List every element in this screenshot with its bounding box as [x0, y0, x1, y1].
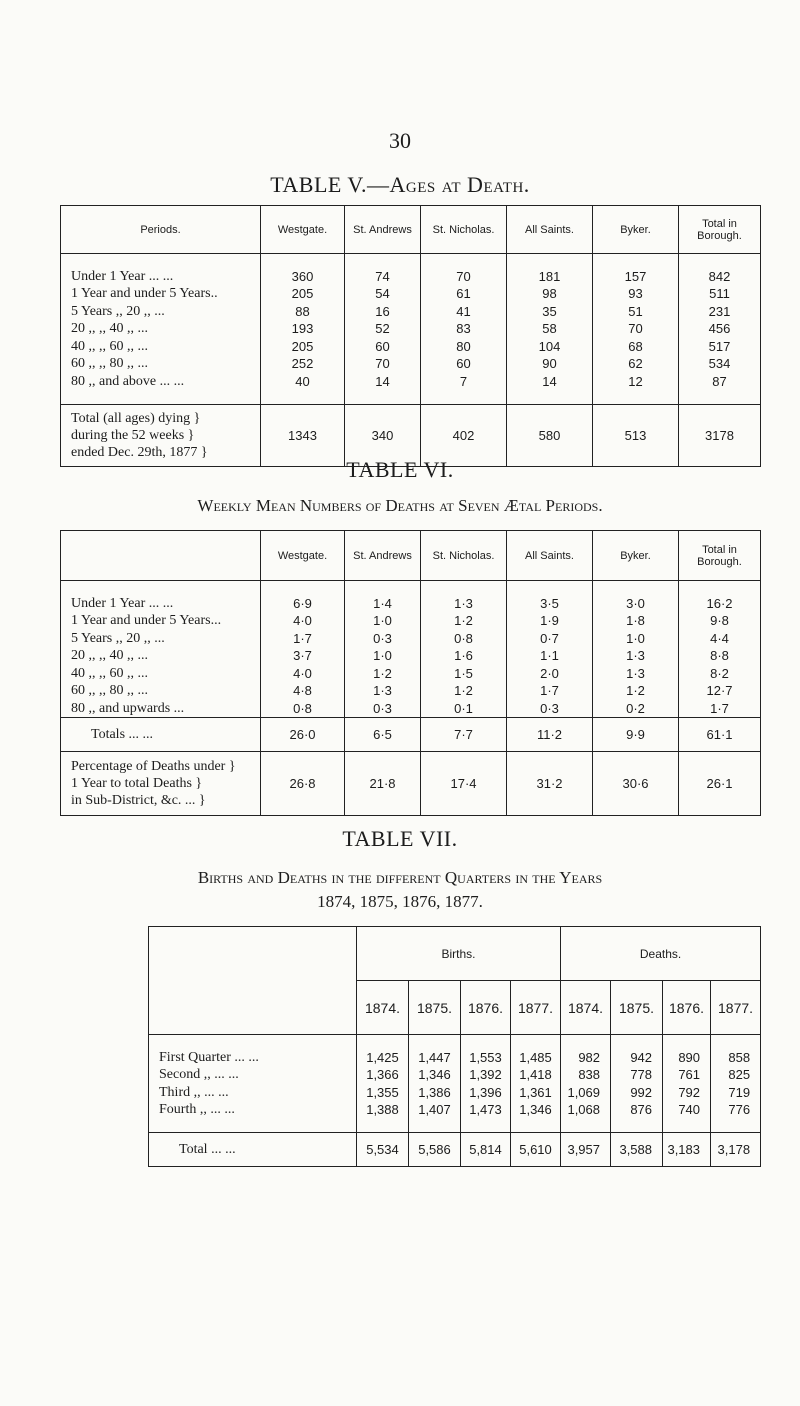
table5-row-label: 60 ,, ,, 80 ,, ... [61, 355, 261, 373]
table5-total-label-line: ended Dec. 29th, 1877 } [71, 444, 208, 460]
table6-col-header: St. Andrews [345, 531, 421, 581]
table6-row-label: 20 ,, ,, 40 ,, ... [61, 647, 261, 665]
table7-total-row [149, 1133, 761, 1167]
table6-cell: 0·3 [345, 630, 421, 648]
table7-cell: 838 [561, 1066, 611, 1084]
table6-pct-cell: 17·4 [421, 752, 507, 816]
table6-data-row [61, 647, 761, 665]
table5-col-header: Byker. [593, 206, 679, 254]
table5-cell: 80 [421, 338, 507, 356]
table7-row-label: Fourth ,, ... ... [149, 1101, 357, 1119]
table5-cell: 205 [261, 338, 345, 356]
table5-cell: 52 [345, 320, 421, 338]
table5-cell: 7 [421, 373, 507, 391]
table6-pct-cell: 31·2 [507, 752, 593, 816]
table6-cell: 3·7 [261, 647, 345, 665]
table7-year-header: 1874. [561, 981, 611, 1035]
table6-row-label: 1 Year and under 5 Years... [61, 612, 261, 630]
table7-cell: 1,366 [357, 1066, 409, 1084]
table7-cell: 776 [711, 1101, 761, 1119]
table6-col-header: Byker. [593, 531, 679, 581]
table5-cell: 35 [507, 303, 593, 321]
table6-cell: 3·0 [593, 595, 679, 613]
table5-cell: 93 [593, 285, 679, 303]
table5-data-row [61, 285, 761, 303]
table7-cell: 876 [611, 1101, 663, 1119]
table6-pct-row [61, 752, 761, 816]
table7-cell: 1,392 [461, 1066, 511, 1084]
table6-pct-label-line: Percentage of Deaths under } [71, 759, 236, 774]
table6-pct-label-line: 1 Year to total Deaths } [71, 776, 203, 791]
table7-cell: 982 [561, 1049, 611, 1067]
table6-cell: 0·1 [421, 700, 507, 718]
table6-cell: 1·7 [261, 630, 345, 648]
table5-cell: 88 [261, 303, 345, 321]
table5-cell: 90 [507, 355, 593, 373]
table6-cell: 1·7 [679, 700, 761, 718]
table7-data-row [149, 1066, 761, 1084]
table7-cell: 1,485 [511, 1049, 561, 1067]
table5-cell: 104 [507, 338, 593, 356]
table7-year-header: 1877. [711, 981, 761, 1035]
table6-cell: 8·2 [679, 665, 761, 683]
table7-cell: 1,396 [461, 1084, 511, 1102]
table6-cell: 16·2 [679, 595, 761, 613]
table7-total-cell: 3,183 [663, 1133, 711, 1167]
table5-data-row [61, 338, 761, 356]
table7-year-header: 1875. [409, 981, 461, 1035]
table5-total-cell: 402 [421, 404, 507, 466]
table6-pct-cell: 26·8 [261, 752, 345, 816]
table5-cell: 12 [593, 373, 679, 391]
table6-cell: 1·2 [345, 665, 421, 683]
table5-cell: 14 [507, 373, 593, 391]
table7-row-label: First Quarter ... ... [149, 1049, 357, 1067]
table7-cell: 1,361 [511, 1084, 561, 1102]
table7-total-cell: 3,957 [561, 1133, 611, 1167]
table6-cell: 0·7 [507, 630, 593, 648]
table5-cell: 252 [261, 355, 345, 373]
table6-data-row [61, 630, 761, 648]
table5-cell: 40 [261, 373, 345, 391]
table6-cell: 1·3 [345, 682, 421, 700]
table5-row-label: Under 1 Year ... ... [61, 268, 261, 286]
table6-totals-cell: 11·2 [507, 718, 593, 752]
table6-row-label: 40 ,, ,, 60 ,, ... [61, 665, 261, 683]
table7-data-row [149, 1084, 761, 1102]
table6-subtitle: Weekly Mean Numbers of Deaths at Seven Ætal Periods. [197, 496, 603, 515]
table5-cell: 62 [593, 355, 679, 373]
table6-cell: 1·3 [593, 647, 679, 665]
table5-cell: 58 [507, 320, 593, 338]
table5-total-cell: 1343 [261, 404, 345, 466]
table6-cell: 1·4 [345, 595, 421, 613]
table5-cell: 41 [421, 303, 507, 321]
table6-cell: 4·0 [261, 612, 345, 630]
table5-cell: 70 [593, 320, 679, 338]
table5-row-label: 1 Year and under 5 Years.. [61, 285, 261, 303]
table6-cell: 1·0 [345, 612, 421, 630]
table6-col-header: St. Nicholas. [421, 531, 507, 581]
table6-cell: 6·9 [261, 595, 345, 613]
table6-row-label: 60 ,, ,, 80 ,, ... [61, 682, 261, 700]
table5-cell: 98 [507, 285, 593, 303]
table6-cell: 1·3 [421, 595, 507, 613]
table5-cell: 14 [345, 373, 421, 391]
table6-totals-row [61, 718, 761, 752]
table7-title: TABLE VII. [342, 826, 458, 851]
table5-cell: 70 [421, 268, 507, 286]
table6-pct-label-line: in Sub-District, &c. ... } [71, 793, 206, 808]
table5-cell: 70 [345, 355, 421, 373]
table5-total-label-line: during the 52 weeks } [71, 427, 195, 443]
table6-cell: 0·8 [421, 630, 507, 648]
table5-title-rest: Ages at Death. [389, 172, 530, 197]
table6-cell: 1·0 [593, 630, 679, 648]
table6-cell: 2·0 [507, 665, 593, 683]
table7-year-header: 1877. [511, 981, 561, 1035]
table5-cell: 83 [421, 320, 507, 338]
table7-subtitle-line2: 1874, 1875, 1876, 1877. [317, 892, 483, 911]
table6-totals-cell: 6·5 [345, 718, 421, 752]
table5-cell: 60 [345, 338, 421, 356]
table5-col-header: Periods. [61, 206, 261, 254]
table6-cell: 1·3 [593, 665, 679, 683]
table5-total-cell: 580 [507, 404, 593, 466]
table5-cell: 74 [345, 268, 421, 286]
table7-row-label: Third ,, ... ... [149, 1084, 357, 1102]
table5-cell: 511 [679, 285, 761, 303]
table5-cell: 456 [679, 320, 761, 338]
table6-cell: 1·0 [345, 647, 421, 665]
table5-data-row [61, 373, 761, 391]
table6-row-label: Under 1 Year ... ... [61, 595, 261, 613]
table7-cell: 740 [663, 1101, 711, 1119]
table7-cell: 1,425 [357, 1049, 409, 1067]
table5-data-row [61, 320, 761, 338]
table6-cell: 1·1 [507, 647, 593, 665]
table5-data-row [61, 303, 761, 321]
table7-cell: 1,388 [357, 1101, 409, 1119]
table6-row-label: 5 Years ,, 20 ,, ... [61, 630, 261, 648]
table6-title: TABLE VI. [346, 457, 454, 482]
table7-data-row [149, 1049, 761, 1067]
table7-total-cell: 5,814 [461, 1133, 511, 1167]
table6-cell: 0·2 [593, 700, 679, 718]
table7-total-cell: 5,534 [357, 1133, 409, 1167]
table7-cell: 1,418 [511, 1066, 561, 1084]
table6-cell: 1·7 [507, 682, 593, 700]
table6-cell: 1·2 [421, 612, 507, 630]
table5-col-header: All Saints. [507, 206, 593, 254]
table7-cell: 719 [711, 1084, 761, 1102]
table5-row-label: 5 Years ,, 20 ,, ... [61, 303, 261, 321]
table5-cell: 51 [593, 303, 679, 321]
table5-cell: 54 [345, 285, 421, 303]
table6-data-row [61, 682, 761, 700]
table5-total-label-line: Total (all ages) dying } [71, 410, 201, 426]
table7-cell: 761 [663, 1066, 711, 1084]
table6-col-header [61, 531, 261, 581]
table7-subtitle-line1: Births and Deaths in the different Quarters in the Years [197, 868, 603, 887]
table7-cell: 1,473 [461, 1101, 511, 1119]
table6-cell: 0·8 [261, 700, 345, 718]
table5-title-prefix: TABLE V.— [270, 172, 390, 197]
table5-cell: 193 [261, 320, 345, 338]
table7-cell: 778 [611, 1066, 663, 1084]
table6-cell: 8·8 [679, 647, 761, 665]
table5-cell: 181 [507, 268, 593, 286]
table6-cell: 1·8 [593, 612, 679, 630]
table6-cell: 1·2 [593, 682, 679, 700]
table7-cell: 1,447 [409, 1049, 461, 1067]
table7-row-label: Second ,, ... ... [149, 1066, 357, 1084]
table6-cell: 1·6 [421, 647, 507, 665]
table6-cell: 12·7 [679, 682, 761, 700]
table6 [60, 530, 761, 816]
table7-cell: 1,068 [561, 1101, 611, 1119]
table5-row-label: 80 ,, and above ... ... [61, 373, 261, 391]
table5-cell: 534 [679, 355, 761, 373]
table6-totals-cell: 9·9 [593, 718, 679, 752]
table5-col-header: St. Andrews [345, 206, 421, 254]
table7-total-cell: 5,610 [511, 1133, 561, 1167]
table5 [60, 205, 761, 467]
table7 [148, 926, 761, 1167]
table6-pct-label [61, 752, 261, 816]
table5-cell: 68 [593, 338, 679, 356]
table7-cell: 1,069 [561, 1084, 611, 1102]
table6-data-row [61, 665, 761, 683]
table5-cell: 60 [421, 355, 507, 373]
table5-cell: 231 [679, 303, 761, 321]
table7-year-header: 1875. [611, 981, 663, 1035]
table6-col-header: Westgate. [261, 531, 345, 581]
table6-data-row [61, 595, 761, 613]
table5-cell: 61 [421, 285, 507, 303]
table6-totals-cell: 26·0 [261, 718, 345, 752]
table7-cell: 942 [611, 1049, 663, 1067]
table5-cell: 517 [679, 338, 761, 356]
table7-deaths-header: Deaths. [561, 927, 761, 981]
table7-cell: 1,407 [409, 1101, 461, 1119]
table6-totals-cell: 61·1 [679, 718, 761, 752]
table6-cell: 1·2 [421, 682, 507, 700]
table7-cell: 792 [663, 1084, 711, 1102]
table6-pct-cell: 26·1 [679, 752, 761, 816]
table5-col-header: St. Nicholas. [421, 206, 507, 254]
table7-total-cell: 5,586 [409, 1133, 461, 1167]
table6-data-row [61, 700, 761, 718]
table5-data-row [61, 355, 761, 373]
table6-cell: 3·5 [507, 595, 593, 613]
table5-data-row [61, 268, 761, 286]
table6-totals-label: Totals ... ... [61, 718, 261, 752]
table6-data-row [61, 612, 761, 630]
table7-total-label: Total ... ... [149, 1133, 357, 1167]
table5-total-cell: 340 [345, 404, 421, 466]
page-number: 30 [389, 128, 411, 153]
table6-cell: 1·9 [507, 612, 593, 630]
table5-col-header: Total in Borough. [679, 206, 761, 254]
table7-cell: 1,346 [409, 1066, 461, 1084]
table5-total-cell: 3178 [679, 404, 761, 466]
table7-cell: 992 [611, 1084, 663, 1102]
table6-cell: 4·4 [679, 630, 761, 648]
table6-cell: 9·8 [679, 612, 761, 630]
table7-cell: 1,553 [461, 1049, 511, 1067]
table7-total-cell: 3,588 [611, 1133, 663, 1167]
table5-title [0, 172, 800, 198]
table5-cell: 205 [261, 285, 345, 303]
table6-cell: 0·3 [345, 700, 421, 718]
table7-births-header: Births. [357, 927, 561, 981]
table7-total-cell: 3,178 [711, 1133, 761, 1167]
table7-cell: 1,355 [357, 1084, 409, 1102]
table7-cell: 890 [663, 1049, 711, 1067]
table6-totals-cell: 7·7 [421, 718, 507, 752]
table5-row-label: 20 ,, ,, 40 ,, ... [61, 320, 261, 338]
table5-row-label: 40 ,, ,, 60 ,, ... [61, 338, 261, 356]
table6-row-label: 80 ,, and upwards ... [61, 700, 261, 718]
table6-cell: 1·5 [421, 665, 507, 683]
table7-data-row [149, 1101, 761, 1119]
table7-cell: 825 [711, 1066, 761, 1084]
table5-total-cell: 513 [593, 404, 679, 466]
table7-cell: 1,386 [409, 1084, 461, 1102]
table6-pct-cell: 21·8 [345, 752, 421, 816]
table6-cell: 4·0 [261, 665, 345, 683]
table5-cell: 360 [261, 268, 345, 286]
table5-col-header: Westgate. [261, 206, 345, 254]
table7-year-header: 1876. [461, 981, 511, 1035]
table5-cell: 842 [679, 268, 761, 286]
table5-cell: 157 [593, 268, 679, 286]
table7-year-header: 1876. [663, 981, 711, 1035]
table6-cell: 4·8 [261, 682, 345, 700]
table7-cell: 858 [711, 1049, 761, 1067]
table7-cell: 1,346 [511, 1101, 561, 1119]
table6-cell: 0·3 [507, 700, 593, 718]
table6-pct-cell: 30·6 [593, 752, 679, 816]
table5-cell: 16 [345, 303, 421, 321]
table6-col-header: Total in Borough. [679, 531, 761, 581]
table7-year-header: 1874. [357, 981, 409, 1035]
table6-col-header: All Saints. [507, 531, 593, 581]
table5-cell: 87 [679, 373, 761, 391]
